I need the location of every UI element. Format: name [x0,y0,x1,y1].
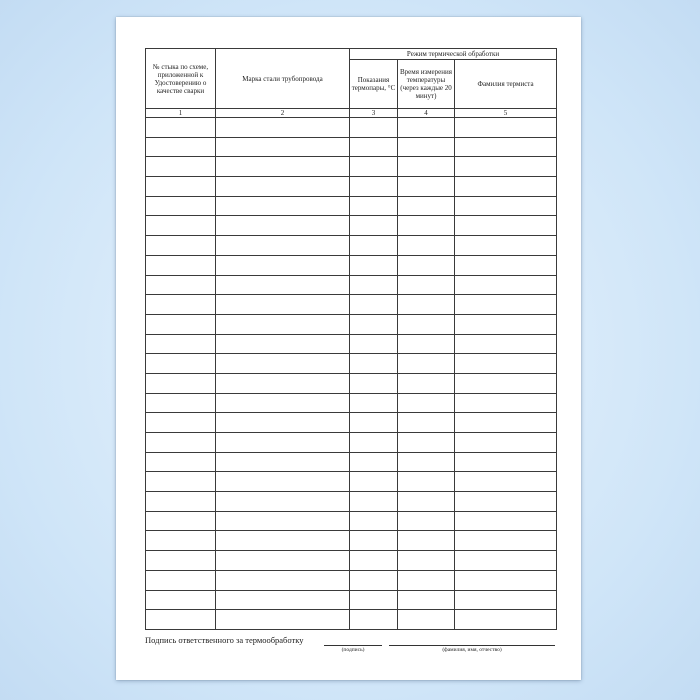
table-cell[interactable] [455,314,557,334]
table-cell[interactable] [350,590,398,610]
table-cell[interactable] [398,314,455,334]
table-row [146,472,557,492]
table-cell[interactable] [216,157,350,177]
table-cell[interactable] [350,354,398,374]
signature-label: Подпись ответственного за термообработку [145,635,304,645]
table-cell[interactable] [216,255,350,275]
table-cell[interactable] [216,334,350,354]
table-cell[interactable] [146,334,216,354]
table-cell[interactable] [350,531,398,551]
full-name-line[interactable] [389,645,555,646]
table-cell[interactable] [455,295,557,315]
header-operator-surname: Фамилия термиста [455,60,557,109]
header-measurement-time: Время измерения температуры (через каждые 20 минут) [398,60,455,109]
table-cell[interactable] [455,570,557,590]
table-cell[interactable] [455,531,557,551]
table-cell[interactable] [350,314,398,334]
table-cell[interactable] [216,531,350,551]
table-cell[interactable] [455,433,557,453]
table-cell[interactable] [398,295,455,315]
table-cell[interactable] [350,472,398,492]
table-cell[interactable] [350,570,398,590]
column-number: 4 [398,109,455,118]
table-cell[interactable] [216,373,350,393]
table-row [146,492,557,512]
table-cell[interactable] [455,137,557,157]
table-cell[interactable] [216,433,350,453]
table-cell[interactable] [350,157,398,177]
table-cell[interactable] [398,118,455,138]
column-number: 5 [455,109,557,118]
table-row [146,511,557,531]
form-page [116,17,581,680]
table-cell[interactable] [398,393,455,413]
table-cell[interactable] [146,157,216,177]
table-cell[interactable] [146,551,216,571]
table-cell[interactable] [146,295,216,315]
table-row [146,433,557,453]
table-row [146,314,557,334]
table-cell[interactable] [146,492,216,512]
table-cell[interactable] [146,255,216,275]
table-cell[interactable] [216,590,350,610]
table-row [146,354,557,374]
table-row [146,610,557,630]
table-cell[interactable] [146,393,216,413]
table-cell[interactable] [146,531,216,551]
table-cell[interactable] [146,354,216,374]
table-cell[interactable] [350,452,398,472]
signature-line[interactable] [324,645,382,646]
table-cell[interactable] [455,492,557,512]
table-cell[interactable] [350,275,398,295]
table-cell[interactable] [350,492,398,512]
table-cell[interactable] [216,137,350,157]
header-thermocouple-readings: Показания термопары, °С [350,60,398,109]
table-cell[interactable] [398,216,455,236]
table-cell[interactable] [216,118,350,138]
table-cell[interactable] [455,354,557,374]
table-cell[interactable] [216,295,350,315]
table-cell[interactable] [216,472,350,492]
table-row [146,590,557,610]
header-joint-number: № стыка по схеме, приложенной к Удостоверению о качестве сварки [146,49,216,109]
table-row [146,196,557,216]
column-number: 3 [350,109,398,118]
table-cell[interactable] [455,334,557,354]
table-cell[interactable] [398,452,455,472]
table-cell[interactable] [350,551,398,571]
table-cell[interactable] [146,373,216,393]
table-row [146,334,557,354]
table-cell[interactable] [350,177,398,197]
table-cell[interactable] [350,413,398,433]
table-row [146,275,557,295]
table-cell[interactable] [146,236,216,256]
table-cell[interactable] [455,590,557,610]
table-cell[interactable] [398,275,455,295]
table-cell[interactable] [455,610,557,630]
signature-caption: (подпись) [341,647,365,653]
table-cell[interactable] [216,393,350,413]
table-cell[interactable] [350,393,398,413]
table-cell[interactable] [350,433,398,453]
table-cell[interactable] [455,236,557,256]
table-cell[interactable] [398,236,455,256]
column-number: 2 [216,109,350,118]
table-cell[interactable] [350,196,398,216]
table-cell[interactable] [146,314,216,334]
table-cell[interactable] [146,472,216,492]
table-cell[interactable] [455,373,557,393]
table-cell[interactable] [455,511,557,531]
table-cell[interactable] [146,511,216,531]
table-cell[interactable] [216,354,350,374]
table-cell[interactable] [398,373,455,393]
table-cell[interactable] [350,334,398,354]
table-cell[interactable] [350,255,398,275]
table-cell[interactable] [455,118,557,138]
table-row [146,413,557,433]
table-row [146,531,557,551]
table-cell[interactable] [398,551,455,571]
table-cell[interactable] [146,196,216,216]
table-cell[interactable] [146,413,216,433]
header-heat-treatment-mode: Режим термической обработки [350,49,557,60]
table-cell[interactable] [455,472,557,492]
table-cell[interactable] [146,590,216,610]
table-cell[interactable] [146,610,216,630]
table-cell[interactable] [216,492,350,512]
table-cell[interactable] [398,177,455,197]
table-cell[interactable] [216,275,350,295]
column-number: 1 [146,109,216,118]
table-cell[interactable] [455,275,557,295]
table-cell[interactable] [455,216,557,236]
table-row [146,137,557,157]
full-name-caption: (фамилия, имя, отчество) [442,647,502,653]
table-row [146,216,557,236]
table-cell[interactable] [216,413,350,433]
table-cell[interactable] [455,413,557,433]
table-cell[interactable] [455,177,557,197]
table-row [146,551,557,571]
table-cell[interactable] [398,492,455,512]
table-cell[interactable] [350,216,398,236]
table-row [146,452,557,472]
table-cell[interactable] [398,433,455,453]
table-cell[interactable] [455,393,557,413]
table-cell[interactable] [455,157,557,177]
table-cell[interactable] [350,295,398,315]
table-cell[interactable] [350,137,398,157]
table-cell[interactable] [455,196,557,216]
table-cell[interactable] [350,610,398,630]
table-cell[interactable] [350,118,398,138]
table-cell[interactable] [146,118,216,138]
table-cell[interactable] [146,275,216,295]
table-cell[interactable] [216,177,350,197]
table-cell[interactable] [455,452,557,472]
table-cell[interactable] [216,216,350,236]
table-cell[interactable] [146,433,216,453]
table-cell[interactable] [398,531,455,551]
table-cell[interactable] [350,373,398,393]
table-body [146,118,557,630]
table-row [146,295,557,315]
table-cell[interactable] [146,137,216,157]
table-row [146,373,557,393]
table-cell[interactable] [350,511,398,531]
table-cell[interactable] [398,472,455,492]
table-cell[interactable] [398,570,455,590]
table-row [146,236,557,256]
table-cell[interactable] [216,610,350,630]
table-cell[interactable] [398,354,455,374]
table-cell[interactable] [455,551,557,571]
table-row [146,177,557,197]
table-row [146,118,557,138]
signature-block [145,633,556,663]
table-cell[interactable] [398,334,455,354]
table-cell[interactable] [398,610,455,630]
table-cell[interactable] [216,452,350,472]
table-row [146,393,557,413]
table-cell[interactable] [398,137,455,157]
table-row [146,255,557,275]
table-cell[interactable] [398,590,455,610]
table-cell[interactable] [350,236,398,256]
table-row [146,570,557,590]
table-cell[interactable] [216,570,350,590]
table-cell[interactable] [216,511,350,531]
heat-treatment-table [145,48,557,630]
header-steel-grade: Марка стали трубопровода [216,49,350,109]
table-cell[interactable] [398,511,455,531]
table-row [146,157,557,177]
table-cell[interactable] [146,216,216,236]
table-cell[interactable] [146,452,216,472]
table-cell[interactable] [216,196,350,216]
table-cell[interactable] [146,570,216,590]
table-cell[interactable] [216,551,350,571]
table-cell[interactable] [216,314,350,334]
table-cell[interactable] [216,236,350,256]
table-cell[interactable] [398,157,455,177]
table-cell[interactable] [146,177,216,197]
table-cell[interactable] [398,196,455,216]
table-cell[interactable] [455,255,557,275]
table-cell[interactable] [398,413,455,433]
table-cell[interactable] [398,255,455,275]
